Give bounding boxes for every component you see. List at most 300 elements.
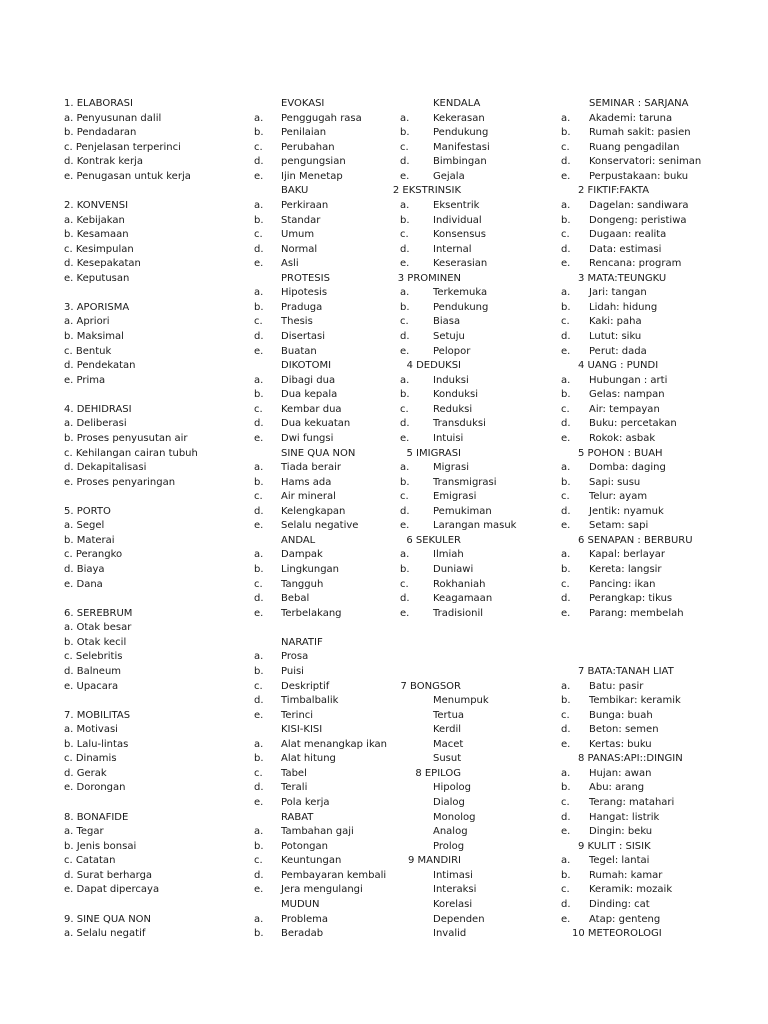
row-text: Batu: pasir: [589, 680, 644, 692]
option-letter: c.: [561, 229, 570, 241]
question-heading: [254, 447, 399, 462]
row-text: 4 DEDUKSI: [406, 360, 461, 372]
question-heading: [561, 447, 663, 462]
row-text: NARATIF: [281, 636, 323, 648]
option-letter: c.: [561, 316, 570, 328]
answer-option: [400, 869, 562, 884]
answer-option: [64, 97, 249, 112]
row-text: Kekerasan: [433, 112, 485, 124]
row-text: Biasa: [433, 316, 461, 328]
answer-option: [561, 796, 675, 811]
row-text: Beton: semen: [589, 724, 659, 736]
row-text: Hujan: awan: [589, 767, 652, 779]
option-letter: a.: [400, 112, 410, 124]
row-text: Jari: tangan: [589, 287, 647, 299]
question-heading: [254, 811, 399, 826]
question-heading: [254, 359, 399, 374]
answer-option: [400, 214, 562, 229]
question-heading: [561, 927, 662, 942]
row-text: 7. MOBILITAS: [64, 709, 131, 721]
option-letter: a.: [561, 112, 571, 124]
row-text: 1. ELABORASI: [64, 98, 133, 109]
row-text: Buku: percetakan: [589, 418, 677, 430]
row-text: Dibagi dua: [281, 374, 336, 386]
blank-line: [64, 286, 249, 301]
blank-line: [64, 490, 249, 505]
row-text: Duniawi: [433, 564, 474, 575]
answer-option: [64, 636, 249, 651]
row-text: Pola kerja: [281, 797, 330, 808]
row-text: e. Upacara: [64, 680, 119, 692]
row-text: Pelopor: [433, 345, 471, 357]
row-text: 3 MATA:TEUNGKU: [578, 272, 667, 284]
answer-option: [561, 403, 660, 418]
answer-option: [254, 490, 399, 505]
row-text: a. Otak besar: [64, 622, 132, 634]
option-letter: b.: [254, 127, 264, 139]
answer-option: [64, 461, 249, 476]
option-letter: a.: [400, 287, 410, 299]
option-letter: a.: [400, 462, 410, 474]
answer-option: [400, 723, 562, 738]
row-text: Standar: [281, 214, 321, 226]
option-letter: d.: [400, 243, 410, 255]
question-heading: [254, 184, 399, 199]
option-letter: d.: [254, 782, 264, 794]
row-text: Pendukung: [433, 301, 489, 313]
row-text: Tertua: [433, 709, 465, 721]
answer-option: [254, 505, 399, 520]
option-letter: b.: [400, 214, 410, 226]
blank-line: [64, 388, 249, 403]
row-text: Hipolog: [433, 782, 472, 794]
answer-option: [254, 883, 399, 898]
row-text: Terang: matahari: [589, 797, 675, 808]
blank-line: [64, 592, 249, 607]
option-letter: e.: [254, 520, 264, 532]
option-letter: d.: [561, 331, 571, 342]
answer-option: [64, 883, 249, 898]
option-letter: a.: [254, 913, 264, 925]
answer-option: [64, 432, 249, 447]
option-letter: a.: [400, 199, 410, 211]
answer-option: [64, 301, 249, 316]
row-text: Perkiraan: [281, 199, 329, 211]
row-text: Kerdil: [433, 724, 462, 736]
option-letter: e.: [400, 520, 410, 532]
answer-option: [400, 199, 562, 214]
row-text: e. Penugasan untuk kerja: [64, 170, 191, 182]
answer-option: [254, 417, 399, 432]
answer-option: [64, 447, 249, 462]
option-letter: b.: [561, 782, 571, 794]
option-letter: e.: [561, 738, 571, 750]
row-text: Setam: sapi: [589, 520, 649, 532]
row-text: Deskriptif: [281, 680, 330, 692]
answer-option: [254, 563, 399, 578]
answer-option: [254, 519, 399, 534]
row-text: Keagamaan: [433, 593, 493, 605]
row-text: 6. SEREBRUM: [64, 607, 133, 619]
row-text: KISI-KISI: [281, 724, 323, 736]
row-text: d. Kontrak kerja: [64, 156, 143, 168]
row-text: Kelengkapan: [281, 505, 346, 517]
option-letter: b.: [254, 665, 264, 677]
row-text: Gelas: nampan: [589, 389, 665, 401]
option-letter: a.: [561, 287, 571, 299]
row-text: Akademi: taruna: [589, 112, 673, 124]
answer-option: [400, 898, 562, 913]
answer-option: [561, 680, 650, 695]
blank-line: [64, 898, 249, 913]
answer-option: [64, 505, 249, 520]
question-heading: [561, 534, 693, 549]
answer-option: [254, 388, 399, 403]
answer-option: [64, 607, 249, 622]
option-letter: e.: [561, 826, 571, 838]
option-letter: d.: [254, 695, 264, 707]
blank-line: [561, 621, 650, 636]
answer-option: [64, 767, 249, 782]
answer-option: [561, 432, 656, 447]
answer-option: [400, 840, 562, 855]
row-text: Buatan: [281, 345, 317, 357]
answer-option: [400, 796, 562, 811]
option-letter: c.: [400, 578, 409, 590]
row-text: Terkemuka: [433, 287, 488, 299]
row-text: Terbelakang: [281, 607, 342, 619]
row-text: e. Keputusan: [64, 272, 130, 284]
answer-option: [254, 869, 399, 884]
row-text: Emigrasi: [433, 491, 477, 503]
blank-line: [254, 621, 399, 636]
answer-option: [400, 374, 562, 389]
option-letter: b.: [561, 695, 571, 707]
answer-option: [254, 796, 399, 811]
row-text: SEMINAR : SARJANA: [589, 98, 689, 109]
answer-option: [254, 825, 399, 840]
answer-option: [254, 286, 399, 301]
row-text: Air mineral: [281, 491, 336, 503]
answer-option: [561, 519, 650, 534]
row-text: b. Maksimal: [64, 331, 124, 342]
answer-option: [400, 345, 562, 360]
answer-option: [64, 155, 249, 170]
answer-option: [561, 476, 650, 491]
row-text: Reduksi: [433, 403, 473, 415]
row-text: Praduga: [281, 301, 323, 313]
option-letter: d.: [400, 593, 410, 605]
answer-option: [561, 738, 650, 753]
row-text: Tabel: [281, 767, 307, 779]
option-letter: c.: [254, 141, 263, 153]
option-letter: d.: [254, 243, 264, 255]
answer-option: [254, 767, 399, 782]
row-text: Problema: [281, 913, 329, 925]
row-text: a. Tegar: [64, 826, 104, 838]
answer-option: [64, 811, 249, 826]
row-text: Ruang pengadilan: [589, 141, 680, 153]
row-text: EVOKASI: [281, 98, 325, 109]
row-text: Dugaan: realita: [589, 229, 667, 241]
row-text: Migrasi: [433, 462, 469, 474]
answer-option: [64, 141, 249, 156]
option-letter: d.: [254, 331, 264, 342]
row-text: Susut: [433, 753, 462, 765]
row-text: Selalu negative: [281, 520, 359, 532]
row-text: Umum: [281, 229, 315, 241]
row-text: d. Kesepakatan: [64, 258, 141, 270]
option-letter: b.: [561, 127, 571, 139]
option-letter: c.: [254, 229, 263, 241]
row-text: 2 FIKTIF:FAKTA: [578, 185, 650, 197]
column-3: [392, 97, 562, 942]
row-text: Alat hitung: [281, 753, 336, 765]
row-text: c. Kesimpulan: [64, 243, 134, 255]
row-text: Penggugah rasa: [281, 112, 362, 124]
answer-option: [400, 694, 562, 709]
answer-option: [561, 330, 650, 345]
row-text: Sapi: susu: [589, 476, 641, 488]
answer-option: [561, 170, 689, 185]
answer-option: [254, 476, 399, 491]
answer-option: [400, 913, 562, 928]
answer-option: [561, 243, 662, 258]
answer-option: [561, 417, 677, 432]
answer-option: [64, 476, 249, 491]
row-text: Domba: daging: [589, 462, 666, 474]
question-heading: [397, 272, 562, 287]
option-letter: e.: [400, 170, 410, 182]
answer-option: [64, 680, 249, 695]
row-text: Larangan masuk: [433, 520, 517, 532]
answer-option: [64, 359, 249, 374]
option-letter: d.: [561, 724, 571, 736]
blank-line: [400, 636, 562, 651]
option-letter: e.: [254, 432, 264, 444]
answer-option: [254, 592, 399, 607]
question-heading: [254, 534, 399, 549]
row-text: Kertas: buku: [589, 738, 652, 750]
answer-option: [561, 563, 662, 578]
answer-option: [400, 330, 562, 345]
row-text: RABAT: [281, 811, 314, 823]
option-letter: b.: [400, 564, 410, 575]
row-text: Keserasian: [433, 258, 488, 270]
option-letter: b.: [561, 476, 571, 488]
row-text: 6 SEKULER: [406, 534, 461, 546]
answer-option: [64, 621, 249, 636]
row-text: MUDUN: [281, 898, 320, 910]
row-text: 10 METEOROLOGI: [572, 928, 662, 940]
row-text: Internal: [433, 243, 472, 255]
answer-option: [254, 141, 399, 156]
answer-option: [64, 519, 249, 534]
answer-option: [561, 607, 684, 622]
question-heading: [561, 272, 667, 287]
row-text: Timbalbalik: [281, 695, 339, 707]
option-letter: e.: [400, 432, 410, 444]
row-text: Rumah: kamar: [589, 869, 663, 881]
answer-option: [561, 694, 681, 709]
option-letter: d.: [400, 418, 410, 430]
option-letter: c.: [254, 316, 263, 328]
row-text: Tegel: lantai: [589, 855, 650, 867]
row-text: Dinding: cat: [589, 898, 650, 910]
option-letter: d.: [561, 811, 571, 823]
option-letter: a.: [400, 549, 410, 561]
answer-option: [561, 112, 673, 127]
answer-option: [254, 403, 399, 418]
row-text: Menumpuk: [433, 695, 489, 707]
row-text: Puisi: [281, 665, 304, 677]
blank-line: [400, 621, 562, 636]
row-text: Prosa: [281, 651, 309, 663]
row-text: Intimasi: [433, 869, 473, 881]
option-letter: e.: [561, 520, 571, 532]
row-text: Manifestasi: [433, 141, 490, 153]
row-text: Disertasi: [281, 331, 325, 342]
row-text: 7 BONGSOR: [400, 680, 461, 692]
row-text: Penilaian: [281, 127, 327, 139]
row-text: Bebal: [281, 593, 310, 605]
option-letter: c.: [254, 403, 263, 415]
row-text: Ijin Menetap: [281, 170, 343, 182]
answer-option: [400, 228, 562, 243]
row-text: Dialog: [433, 797, 465, 808]
option-letter: c.: [561, 884, 570, 896]
option-letter: e.: [400, 258, 410, 270]
answer-option: [561, 723, 659, 738]
question-heading: [561, 840, 650, 855]
row-text: b. Kesamaan: [64, 229, 129, 241]
row-text: Atap: genteng: [589, 913, 661, 925]
option-letter: c.: [561, 709, 570, 721]
option-letter: b.: [254, 753, 264, 765]
answer-option: [254, 301, 399, 316]
row-text: e. Dorongan: [64, 782, 126, 794]
answer-option: [64, 243, 249, 258]
answer-option: [561, 811, 660, 826]
option-letter: b.: [400, 476, 410, 488]
row-text: Lutut: siku: [589, 331, 642, 342]
answer-option: [400, 257, 562, 272]
answer-option: [254, 636, 399, 651]
answer-option: [561, 374, 668, 389]
option-letter: c.: [400, 403, 409, 415]
answer-option: [64, 709, 249, 724]
option-letter: d.: [254, 505, 264, 517]
option-letter: e.: [400, 607, 410, 619]
option-letter: b.: [254, 476, 264, 488]
option-letter: e.: [561, 913, 571, 925]
option-letter: c.: [400, 141, 409, 153]
option-letter: e.: [561, 345, 571, 357]
option-letter: b.: [561, 214, 571, 226]
option-letter: b.: [561, 564, 571, 575]
answer-option: [254, 345, 399, 360]
row-text: Dwi fungsi: [281, 432, 334, 444]
option-letter: b.: [561, 389, 571, 401]
row-text: Kaki: paha: [589, 316, 642, 328]
option-letter: a.: [254, 462, 264, 474]
answer-option: [254, 607, 399, 622]
row-text: Intuisi: [433, 432, 464, 444]
option-letter: b.: [561, 869, 571, 881]
row-text: c. Penjelasan terperinci: [64, 141, 181, 153]
row-text: a. Selalu negatif: [64, 928, 146, 940]
answer-option: [400, 417, 562, 432]
row-text: Tiada berair: [281, 462, 341, 474]
option-letter: a.: [254, 549, 264, 561]
answer-option: [400, 592, 562, 607]
answer-option: [561, 913, 661, 928]
answer-option: [400, 752, 562, 767]
answer-option: [64, 548, 249, 563]
question-heading: [254, 97, 399, 112]
answer-option: [64, 781, 249, 796]
answer-option: [64, 825, 249, 840]
answer-option: [254, 781, 399, 796]
option-letter: c.: [400, 229, 409, 241]
answer-option: [254, 214, 399, 229]
row-text: BAKU: [281, 185, 309, 197]
answer-option: [561, 461, 666, 476]
answer-option: [561, 301, 658, 316]
row-text: Analog: [433, 826, 468, 838]
row-text: b. Pendadaran: [64, 127, 137, 139]
answer-option: [400, 432, 562, 447]
answer-option: [400, 519, 562, 534]
blank-line: [64, 184, 249, 199]
answer-option: [400, 476, 562, 491]
blank-line: [561, 636, 650, 651]
option-letter: e.: [561, 258, 571, 270]
answer-option: [254, 752, 399, 767]
row-text: Macet: [433, 738, 464, 750]
option-letter: c.: [254, 680, 263, 692]
answer-option: [254, 694, 399, 709]
option-letter: a.: [254, 199, 264, 211]
row-text: Dingin: beku: [589, 826, 653, 838]
row-text: Keramik: mozaik: [589, 884, 673, 896]
row-text: a. Apriori: [64, 316, 110, 328]
row-text: Terali: [281, 782, 308, 794]
blank-line: [400, 650, 562, 665]
row-text: Alat menangkap ikan: [281, 738, 388, 750]
answer-option: [64, 854, 249, 869]
option-letter: a.: [254, 112, 264, 124]
option-letter: d.: [561, 898, 571, 910]
answer-option: [64, 752, 249, 767]
option-letter: a.: [561, 549, 571, 561]
answer-option: [64, 345, 249, 360]
answer-option: [400, 781, 562, 796]
row-text: d. Dekapitalisasi: [64, 462, 147, 474]
option-letter: a.: [400, 374, 410, 386]
row-text: d. Biaya: [64, 564, 105, 575]
row-text: Jera mengulangi: [281, 884, 363, 896]
row-text: c. Kehilangan cairan tubuh: [64, 447, 198, 459]
answer-option: [64, 563, 249, 578]
option-letter: d.: [561, 593, 571, 605]
row-text: Dagelan: sandiwara: [589, 199, 689, 211]
answer-option: [64, 257, 249, 272]
option-letter: d.: [254, 418, 264, 430]
row-text: Hams ada: [281, 476, 332, 488]
row-text: a. Segel: [64, 520, 105, 532]
answer-option: [254, 927, 399, 942]
